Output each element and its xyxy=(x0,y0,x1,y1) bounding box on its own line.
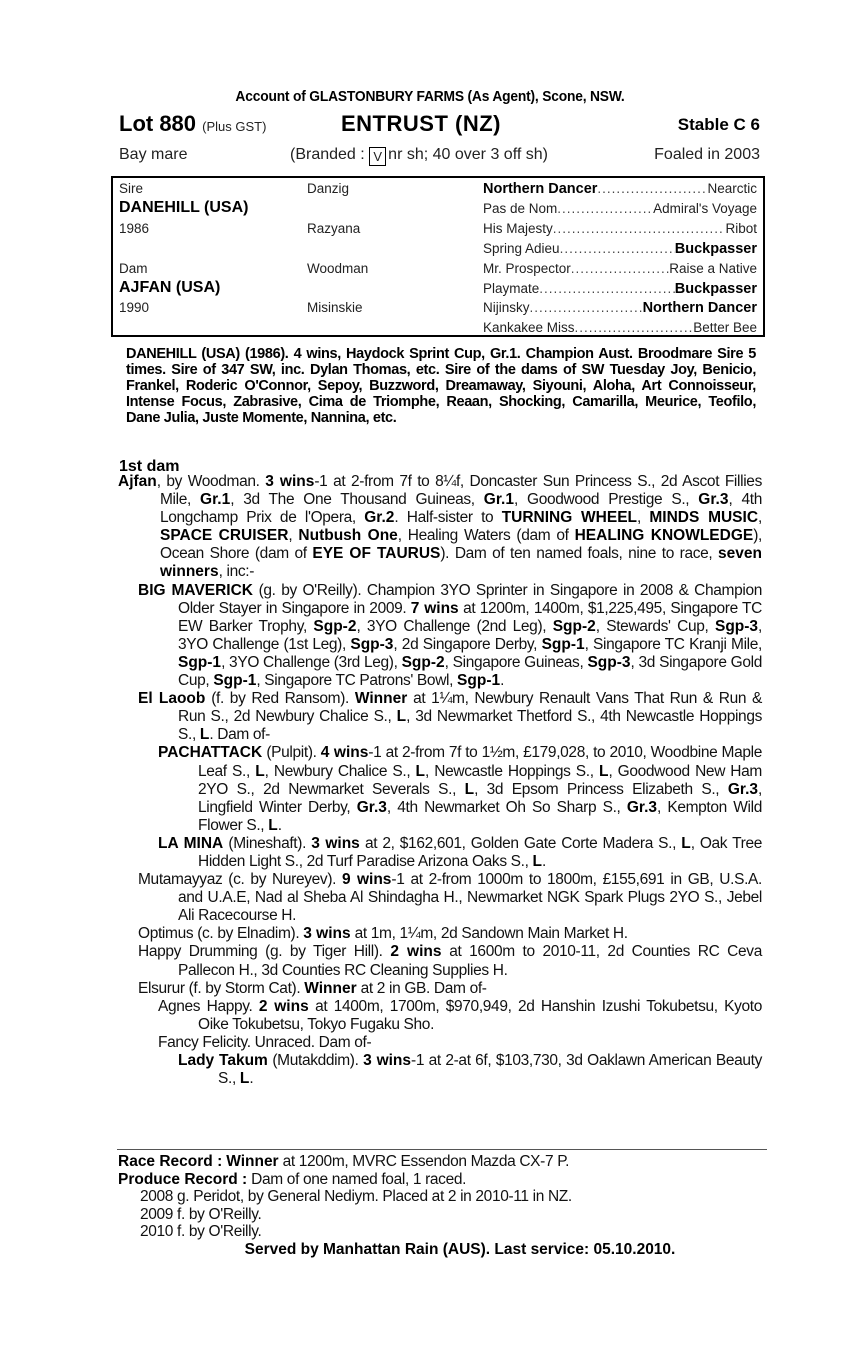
pedigree-row xyxy=(113,278,763,298)
text-run: -1 at 2-at 6f, $103,730, 3d Oaklawn American Beauty S., xyxy=(218,1052,763,1088)
text-run: -1 at 2-from 7f to 1½m, £179,028, to 2010, Woodbine Maple Leaf S., xyxy=(198,744,762,780)
pedigree-ancestors xyxy=(483,241,757,257)
text-run: at 2 in GB. Dam of- xyxy=(356,979,487,997)
ancestor-sire: Northern Dancer xyxy=(483,181,598,197)
foal-entry: 2010 f. by O'Reilly. xyxy=(140,1223,262,1240)
produce-record-text: Dam of one named foal, 1 raced. xyxy=(251,1170,467,1188)
ancestor-dam: Ribot xyxy=(725,220,757,236)
ancestor-sire: Mr. Prospector xyxy=(483,260,571,276)
dot-leader xyxy=(597,181,707,197)
text-run: (Mutakddim). xyxy=(267,1052,364,1069)
bold-run: HEALING KNOWLEDGE xyxy=(574,527,754,545)
bold-run: 3 wins xyxy=(311,834,360,852)
bold-run: Ajfan xyxy=(118,473,157,490)
bold-run: PACHATTACK xyxy=(158,744,263,762)
bold-run: Gr.3 xyxy=(626,798,658,816)
bold-run: El Laoob xyxy=(138,690,206,708)
race-record xyxy=(118,1153,762,1171)
text-run: , 3YO Challenge (3rd Leg), xyxy=(221,653,402,671)
text-run: . Dam of- xyxy=(209,726,270,744)
text-run: at 1m, 1¼m, 2d Sandown Main Market H. xyxy=(350,925,628,943)
pedigree-parent: Dam xyxy=(119,260,148,276)
dot-leader xyxy=(571,261,669,276)
bold-run: Sgp-1 xyxy=(178,653,222,671)
text-run: (f. by Red Ransom). xyxy=(205,690,355,708)
pedigree-row xyxy=(113,258,763,278)
bold-run: 2 wins xyxy=(258,997,309,1015)
text-run: at 1200m, 1400m, $1,225,495, Singapore TC EW Barker Trophy, xyxy=(178,599,762,635)
bold-run: L xyxy=(199,726,210,744)
family-entry xyxy=(118,943,762,979)
bold-run: Sgp-3 xyxy=(587,653,631,671)
produce-record xyxy=(118,1171,762,1189)
family-entry xyxy=(118,925,762,943)
bold-run: L xyxy=(239,1070,250,1088)
foaled-year: Foaled in 2003 xyxy=(654,146,760,163)
bold-run: L xyxy=(598,762,609,780)
brand-suffix: nr sh; 40 over 3 off sh) xyxy=(388,146,548,163)
race-record-label: Race Record : xyxy=(118,1153,223,1170)
text-run: , Newbury Chalice S., xyxy=(264,762,416,780)
pedigree-ancestors xyxy=(483,320,757,335)
ancestor-dam: Northern Dancer xyxy=(642,300,757,317)
bold-run: Sgp-1 xyxy=(213,672,257,690)
vendor-account: Account of GLASTONBURY FARMS (As Agent), Scone, NSW. xyxy=(235,88,625,105)
bold-run: Gr.3 xyxy=(727,780,759,798)
bold-run: L xyxy=(464,780,475,798)
text-run: , 3YO Challenge (1st Leg), xyxy=(178,617,763,653)
bold-run: BIG MAVERICK xyxy=(138,581,254,599)
family-entry xyxy=(118,582,762,691)
family-entry xyxy=(118,980,762,998)
bold-run: L xyxy=(415,762,426,780)
text-run: at 1600m to 2010-11, 2d Counties RC Ceva Pallecon H., 3d Counties RC Cleaning Supplies H. xyxy=(178,943,762,979)
pedigree-row xyxy=(113,218,763,238)
bold-run: Sgp-1 xyxy=(541,635,585,653)
bold-run: 4 wins xyxy=(320,744,369,762)
text-run: . xyxy=(277,816,282,834)
race-record-winner: Winner xyxy=(226,1153,279,1170)
bold-run: L xyxy=(255,762,265,780)
ancestor-sire: Playmate xyxy=(483,280,540,296)
ancestor-sire: Nijinsky xyxy=(483,300,530,316)
bold-run: 3 wins xyxy=(363,1052,412,1069)
text-run: , Newcastle Hoppings S., xyxy=(425,762,599,780)
bold-run: SPACE CRUISER xyxy=(160,527,289,545)
bold-run: Sgp-3 xyxy=(714,617,759,635)
bold-run: Sgp-2 xyxy=(401,653,445,671)
bold-run: Gr.3 xyxy=(356,798,387,816)
first-dam-heading: 1st dam xyxy=(119,458,180,475)
family-entry xyxy=(118,473,762,582)
brand-mark-icon: V xyxy=(369,147,386,166)
bold-run: LA MINA xyxy=(158,834,224,852)
bold-run: Sgp-3 xyxy=(350,635,394,653)
divider xyxy=(117,1149,767,1150)
bold-run: Gr.3 xyxy=(698,491,729,509)
pedigree-row xyxy=(113,238,763,258)
pedigree-grandparent: Woodman xyxy=(307,260,369,276)
text-run: , xyxy=(288,527,299,545)
pedigree-parent: 1990 xyxy=(119,300,150,316)
bold-run: Winner xyxy=(304,979,357,997)
bold-run: Gr.1 xyxy=(200,491,231,509)
text-run: , 3d The One Thousand Guineas, xyxy=(230,491,484,509)
text-run: , 4th Longchamp Prix de l'Opera, xyxy=(160,491,762,527)
family-entry xyxy=(118,690,762,744)
text-run: , 2d Singapore Derby, xyxy=(393,635,542,653)
dot-leader xyxy=(557,201,653,216)
text-run: . xyxy=(500,672,505,690)
text-run: , 3YO Challenge (2nd Leg), xyxy=(356,617,553,635)
ancestor-sire: Kankakee Miss xyxy=(483,320,575,336)
dot-leader xyxy=(530,300,643,316)
sire-blurb: DANEHILL (USA) (1986). 4 wins, Haydock Sprint Cup, Gr.1. Champion Aust. Broodmare Sire 5 times. Sire of 347 SW, inc. Dylan Thomas, etc. Sire of the dams of SW Tuesday Joy, Benicio, Frankel, Roderic O'Connor, Sepoy, Buzzword, Dreamaway, Siyouni, Aloha, Art Connoisseur, Intense Focus, Zabrasive, Cima de Triomphe, Reaan, Shocking, Camarilla, Meurice, Teofilo, Dane Julia, Juste Momente, Nannina, etc. xyxy=(126,346,756,426)
pedigree-row xyxy=(113,198,763,218)
bold-run: L xyxy=(396,708,407,726)
text-run: , xyxy=(637,509,650,527)
pedigree-row xyxy=(113,317,763,337)
text-run: , Singapore TC Kranji Mile, xyxy=(584,635,762,653)
pedigree-row xyxy=(113,297,763,317)
text-run: . xyxy=(249,1070,254,1088)
text-run: at 2, $162,601, Golden Gate Corte Madera S., xyxy=(359,834,682,852)
bold-run: Winner xyxy=(354,690,408,708)
text-run: -1 at 2-from 1000m to 1800m, £155,691 in GB, U.S.A. and U.A.E, Nad al Sheba Al Shindagha H., Newmarket NGK Spark Plugs 2YO S., Jebel Ali Racecourse H. xyxy=(178,871,762,925)
text-run: (Pulpit). xyxy=(262,744,321,762)
text-run: , Goodwood New Ham 2YO S., 2d Newmarket Severals S., xyxy=(198,762,762,798)
ancestor-dam: Nearctic xyxy=(707,181,757,196)
horse-name: ENTRUST (NZ) xyxy=(341,111,501,136)
text-run: . xyxy=(542,852,546,870)
bold-run: L xyxy=(532,852,543,870)
dot-leader xyxy=(560,241,675,257)
text-run: , Singapore Guineas, xyxy=(444,653,588,671)
bold-run: 9 wins xyxy=(342,871,392,889)
ancestor-dam: Better Bee xyxy=(693,320,757,336)
pedigree-grandparent: Misinskie xyxy=(307,300,363,316)
text-run: , Oak Tree Hidden Light S., 2d Turf Paradise Arizona Oaks S., xyxy=(198,834,762,870)
text-run: , xyxy=(758,509,762,527)
text-run: Optimus (c. by Elnadim). xyxy=(138,925,304,943)
text-run: , Healing Waters (dam of xyxy=(397,527,575,545)
ancestor-sire: Spring Adieu xyxy=(483,240,560,256)
pedigree-parent: 1986 xyxy=(119,220,150,236)
dot-leader xyxy=(553,221,726,236)
family-entry xyxy=(118,871,762,925)
family-entry xyxy=(118,1034,762,1052)
text-run: Happy Drumming (g. by Tiger Hill). xyxy=(138,943,391,961)
records-section xyxy=(118,1153,762,1258)
text-run: ). Dam of ten named foals, nine to race, xyxy=(440,545,719,563)
text-run: , 3d Singapore Gold Cup, xyxy=(178,653,762,690)
pedigree-ancestors xyxy=(483,181,757,197)
text-run: , Goodwood Prestige S., xyxy=(513,491,699,509)
text-run: Fancy Felicity. Unraced. Dam of- xyxy=(158,1033,372,1051)
service-note: Served by Manhattan Rain (AUS). Last service: 05.10.2010. xyxy=(244,1240,676,1258)
pedigree-ancestors xyxy=(483,281,757,297)
foal-entry: 2008 g. Peridot, by General Nediym. Placed at 2 in 2010-11 in NZ. xyxy=(140,1188,572,1205)
text-run: . Half-sister to xyxy=(394,509,502,527)
text-run: ), Ocean Shore (dam of xyxy=(160,527,762,563)
ancestor-dam: Buckpasser xyxy=(674,280,757,297)
dot-leader xyxy=(539,281,675,297)
ancestor-sire: His Majesty xyxy=(483,220,553,236)
text-run: Mutamayyaz (c. by Nureyev). xyxy=(138,871,343,889)
bold-run: seven winners xyxy=(160,545,762,581)
pedigree-ancestors xyxy=(483,201,757,216)
bold-run: 2 wins xyxy=(390,943,442,961)
family-section xyxy=(118,473,762,1088)
bold-run: L xyxy=(268,816,278,834)
text-run: , 3d Epsom Princess Elizabeth S., xyxy=(474,780,728,798)
text-run: , Stewards' Cup, xyxy=(595,617,715,635)
lot-note: (Plus GST) xyxy=(202,119,267,134)
ancestor-sire: Pas de Nom xyxy=(483,200,558,216)
text-run: , 3d Newmarket Thetford S., 4th Newcastle Hoppings S., xyxy=(178,708,762,744)
text-run: , 4th Newmarket Oh So Sharp S., xyxy=(386,798,627,816)
pedigree-row xyxy=(113,178,763,198)
bold-run: L xyxy=(681,834,691,852)
pedigree-parent: AJFAN (USA) xyxy=(119,278,221,296)
bold-run: MINDS MUSIC xyxy=(649,509,759,527)
ancestor-dam: Raise a Native xyxy=(669,260,757,276)
bold-run: Lady Takum xyxy=(178,1052,268,1069)
pedigree-parent: DANEHILL (USA) xyxy=(119,198,249,216)
text-run: , Singapore TC Patrons' Bowl, xyxy=(256,672,458,690)
pedigree-table xyxy=(111,176,765,337)
lot-header xyxy=(119,111,762,141)
bold-run: EYE OF TAURUS xyxy=(312,545,441,563)
family-entry xyxy=(118,1052,762,1088)
pedigree-ancestors xyxy=(483,221,757,236)
pedigree-ancestors xyxy=(483,261,757,276)
brand-description xyxy=(290,146,548,166)
bold-run: Sgp-2 xyxy=(313,617,357,635)
lot-label: Lot 880 xyxy=(119,111,197,136)
bold-run: Sgp-1 xyxy=(457,672,501,690)
produce-record-label: Produce Record : xyxy=(118,1170,248,1188)
stable-location: Stable C 6 xyxy=(677,115,760,134)
brand-prefix: (Branded : xyxy=(290,146,365,163)
family-entry xyxy=(118,835,762,871)
pedigree-ancestors xyxy=(483,300,757,316)
ancestor-dam: Buckpasser xyxy=(674,240,757,257)
foal-entry: 2009 f. by O'Reilly. xyxy=(140,1205,262,1223)
bold-run: Gr.1 xyxy=(483,491,514,509)
text-run: at 1400m, 1700m, $970,949, 2d Hanshin Izushi Tokubetsu, Kyoto Oike Tokubetsu, Tokyo Fugaku Sho. xyxy=(198,997,762,1033)
bold-run: 3 wins xyxy=(265,473,315,490)
bold-run: Sgp-2 xyxy=(552,617,596,635)
ancestor-dam: Admiral's Voyage xyxy=(653,200,757,216)
text-run: Elsurur (f. by Storm Cat). xyxy=(138,979,305,997)
text-run: (g. by O'Reilly). Champion 3YO Sprinter in Singapore in 2008 & Champion Older Stayer in Singapore in 2009. xyxy=(178,581,762,617)
text-run: , inc:- xyxy=(218,563,255,581)
text-run: , Lingfield Winter Derby, xyxy=(198,780,762,816)
bold-run: TURNING WHEEL xyxy=(501,509,638,527)
family-entry xyxy=(118,744,762,834)
dot-leader xyxy=(575,320,694,335)
race-record-text: at 1200m, MVRC Essendon Mazda CX-7 P. xyxy=(282,1153,570,1170)
text-run: -1 at 2-from 7f to 8¼f, Doncaster Sun Princess S., 2d Ascot Fillies Mile, xyxy=(160,473,762,509)
text-run: at 1¼m, Newbury Renault Vans That Run & Run & Run S., 2d Newbury Chalice S., xyxy=(178,690,762,726)
pedigree-parent: Sire xyxy=(119,181,144,196)
text-run: , by Woodman. xyxy=(156,473,266,490)
bold-run: Nutbush One xyxy=(298,527,398,545)
text-run: (Mineshaft). xyxy=(223,834,312,852)
family-entry xyxy=(118,998,762,1034)
pedigree-grandparent: Razyana xyxy=(307,220,361,236)
lot-number xyxy=(119,111,266,137)
bold-run: 3 wins xyxy=(303,925,351,943)
bold-run: 7 wins xyxy=(410,599,459,617)
color-sex: Bay mare xyxy=(119,146,188,163)
pedigree-grandparent: Danzig xyxy=(307,181,350,196)
text-run: , Kempton Wild Flower S., xyxy=(198,798,763,834)
bold-run: Gr.2 xyxy=(364,509,395,527)
text-run: Agnes Happy. xyxy=(158,997,259,1015)
